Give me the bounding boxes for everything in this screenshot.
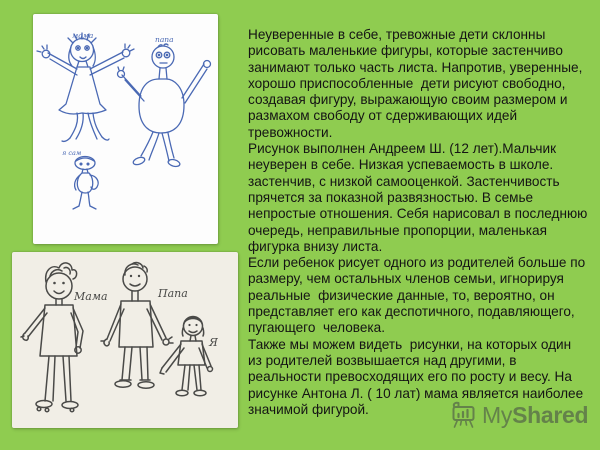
text-line: непростые отношения. Себя нарисовал в последнюю <box>248 206 588 222</box>
text-line: пугающего человека. <box>248 320 385 336</box>
text-line: реальные физические данные, то, вероятно, он <box>248 287 555 303</box>
text-line: рисунке Антона Л. ( 10 лат) мама является наиболее <box>248 385 584 401</box>
text-line: значимой фигурой. <box>248 401 369 417</box>
text-line: тревожности. <box>248 124 333 140</box>
text-line: Если ребенок рисует одного из родителей больше по <box>248 255 586 271</box>
slide-text-block <box>248 27 598 418</box>
pencil-label-self: Я <box>209 336 218 349</box>
text-line: представляет его как деспотичного, подавляющего, <box>248 304 575 320</box>
text-line: Рисунок выполнен Андреем Ш. (12 лет).Мальчик <box>248 141 557 157</box>
pencil-figure-self <box>160 317 213 396</box>
myshared-wordmark <box>482 402 588 429</box>
child-drawing-pencil-scan <box>12 252 238 428</box>
text-line: из родителей возвышается над другими, в <box>248 352 517 368</box>
text-line: застенчив, с низкой самооценкой. Застенчивость <box>248 173 560 189</box>
child-drawing-pen-scan <box>33 14 218 244</box>
text-line: реальности превосходящих его по росту и весу. На <box>248 369 572 385</box>
pen-label-papa: папа <box>155 35 174 44</box>
text-line: Также мы можем видеть рисунки, на которых один <box>248 336 572 352</box>
flipchart-icon <box>450 401 477 429</box>
pencil-label-papa: Папа <box>158 287 188 300</box>
pen-figure-self <box>73 157 98 210</box>
pen-family-drawing <box>33 14 218 244</box>
text-line: Неуверенные в себе, тревожные дети склонны <box>248 27 546 42</box>
wordmark-part-my: My <box>482 401 513 428</box>
pen-figure-papa <box>118 44 211 168</box>
text-line: прячется за показной развязностью. В семье <box>248 189 534 205</box>
pencil-figure-mama <box>21 263 83 412</box>
pen-label-self: я сам <box>62 149 82 157</box>
text-line: размеру, чем остальных членов семьи, игнорируя <box>248 271 564 287</box>
pen-label-mama: мама <box>72 31 94 40</box>
text-line: создавая фигуру, выражающую своим размером и <box>248 92 568 108</box>
pen-figure-mama <box>37 33 134 141</box>
pencil-label-mama: Мама <box>74 290 108 303</box>
text-line: занимают только часть листа. Напротив, уверенные, <box>248 59 583 75</box>
text-line: неуверен в себе. Низкая успеваемость в школе. <box>248 157 554 173</box>
text-line: рисовать маленькие фигуры, которые застенчиво <box>248 43 563 59</box>
text-line: очередь, неправильные пропорции, маленькая <box>248 222 547 238</box>
text-line: хорошо приспособленные дети рисуют свободно, <box>248 75 566 91</box>
text-line: фигурка внизу листа. <box>248 238 383 254</box>
wordmark-part-shared: Shared <box>512 401 589 428</box>
text-line: размахом свободу от сдерживающих идей <box>248 108 518 124</box>
myshared-watermark <box>450 401 588 429</box>
pencil-family-drawing <box>12 252 238 428</box>
